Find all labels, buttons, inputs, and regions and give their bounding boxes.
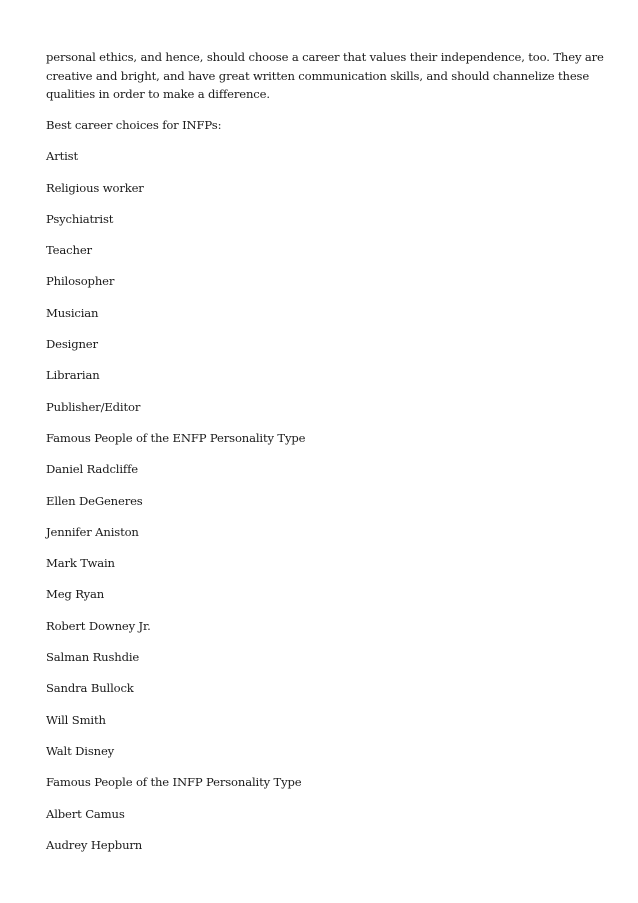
list-item-person: Walt Disney <box>46 743 115 758</box>
list-item-career: Teacher <box>46 243 92 258</box>
list-item-career: Designer <box>46 337 98 352</box>
list-item-career: Librarian <box>46 368 100 383</box>
list-item-person: Meg Ryan <box>46 587 105 602</box>
list-item-career: Psychiatrist <box>46 211 114 226</box>
list-item-person: Ellen DeGeneres <box>46 493 143 508</box>
list-item-person: Will Smith <box>46 712 106 727</box>
document-page <box>46 48 606 867</box>
section-heading-career-choices: Best career choices for INFPs: <box>46 118 222 132</box>
list-item-career: Religious worker <box>46 180 144 195</box>
list-item-career: Publisher/Editor <box>46 399 141 414</box>
list-item-person: Jennifer Aniston <box>46 524 139 539</box>
list-item-person: Robert Downey Jr. <box>46 618 151 633</box>
list-item-person: Daniel Radcliffe <box>46 462 138 477</box>
list-item-career: Musician <box>46 305 99 320</box>
list-item-person: Albert Camus <box>46 806 125 821</box>
section-heading-infp-famous: Famous People of the INFP Personality Type <box>46 775 302 790</box>
list-item-person: Salman Rushdie <box>46 650 140 665</box>
paragraph-gap <box>46 104 606 117</box>
list-item-person: Mark Twain <box>46 556 115 571</box>
section-heading-enfp-famous: Famous People of the ENFP Personality Type <box>46 430 306 445</box>
list-item-person: Sandra Bullock <box>46 681 134 696</box>
list-item-career: Philosopher <box>46 274 115 289</box>
intro-paragraph: personal ethics, and hence, should choose a career that values their independence, too. They are creative and bright, and have great written communication skills, and should channelize these qualities in order to make a difference. <box>46 50 604 101</box>
list-item-career: Artist <box>46 149 78 164</box>
list-item-person: Audrey Hepburn <box>46 837 143 852</box>
